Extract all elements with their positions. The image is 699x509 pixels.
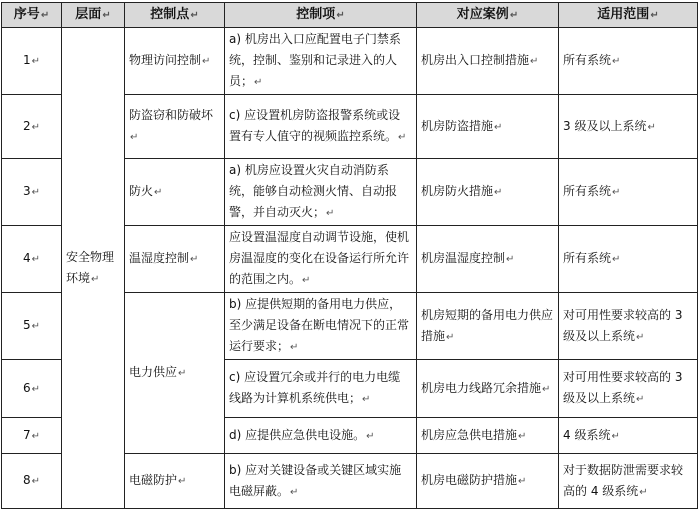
control-point: 电力供应↵ xyxy=(125,293,225,454)
case-cell: 机房防盗措施↵ xyxy=(417,95,559,159)
scope-cell: 对可用性要求较高的 3 级及以上系统↵ xyxy=(559,360,698,418)
case-cell: 机房应急供电措施↵ xyxy=(417,418,559,454)
row-number: 8↵ xyxy=(2,454,62,509)
case-cell: 机房电力线路冗余措施↵ xyxy=(417,360,559,418)
case-cell: 机房防火措施↵ xyxy=(417,159,559,226)
header-control-point: 控制点↵ xyxy=(125,3,225,28)
control-point: 电磁防护↵ xyxy=(125,454,225,509)
case-cell: 机房出入口控制措施↵ xyxy=(417,28,559,95)
header-row xyxy=(2,3,698,28)
row-number: 2↵ xyxy=(2,95,62,159)
control-point: 防火↵ xyxy=(125,159,225,226)
row-number: 7↵ xyxy=(2,418,62,454)
control-item: a) 机房应设置火灾自动消防系统，能够自动检测火情、自动报警，并自动灭火；↵ xyxy=(225,159,417,226)
header-layer: 层面↵ xyxy=(62,3,125,28)
table-row xyxy=(2,28,698,95)
scope-cell: 对于数据防泄需要求较高的 4 级系统↵ xyxy=(559,454,698,509)
header-case: 对应案例↵ xyxy=(417,3,559,28)
control-item: c) 应设置冗余或并行的电力电缆线路为计算机系统供电；↵ xyxy=(225,360,417,418)
scope-cell: 所有系统↵ xyxy=(559,159,698,226)
case-cell: 机房短期的备用电力供应措施↵ xyxy=(417,293,559,360)
case-cell: 机房温湿度控制↵ xyxy=(417,226,559,293)
case-cell: 机房电磁防护措施↵ xyxy=(417,454,559,509)
row-number: 4↵ xyxy=(2,226,62,293)
scope-cell: 所有系统↵ xyxy=(559,28,698,95)
header-no: 序号↵ xyxy=(2,3,62,28)
scope-cell: 3 级及以上系统↵ xyxy=(559,95,698,159)
control-item: b) 应对关键设备或关键区域实施电磁屏蔽。↵ xyxy=(225,454,417,509)
control-item: b) 应提供短期的备用电力供应，至少满足设备在断电情况下的正常运行要求；↵ xyxy=(225,293,417,360)
scope-cell: 4 级系统↵ xyxy=(559,418,698,454)
header-scope: 适用范围↵ xyxy=(559,3,698,28)
control-item: a) 机房出入口应配置电子门禁系统，控制、鉴别和记录进入的人员；↵ xyxy=(225,28,417,95)
control-item: d) 应提供应急供电设施。↵ xyxy=(225,418,417,454)
scope-cell: 所有系统↵ xyxy=(559,226,698,293)
header-control-item: 控制项↵ xyxy=(225,3,417,28)
control-point: 防盗窃和防破坏↵ xyxy=(125,95,225,159)
row-number: 5↵ xyxy=(2,293,62,360)
control-point: 物理访问控制↵ xyxy=(125,28,225,95)
control-point: 温湿度控制↵ xyxy=(125,226,225,293)
control-item: c) 应设置机房防盗报警系统或设置有专人值守的视频监控系统。↵ xyxy=(225,95,417,159)
row-number: 1↵ xyxy=(2,28,62,95)
control-table xyxy=(1,2,698,509)
control-item: 应设置温湿度自动调节设施，使机房温湿度的变化在设备运行所允许的范围之内。↵ xyxy=(225,226,417,293)
layer-cell: 安全物理环境↵ xyxy=(62,28,125,509)
row-number: 6↵ xyxy=(2,360,62,418)
row-number: 3↵ xyxy=(2,159,62,226)
scope-cell: 对可用性要求较高的 3 级及以上系统↵ xyxy=(559,293,698,360)
